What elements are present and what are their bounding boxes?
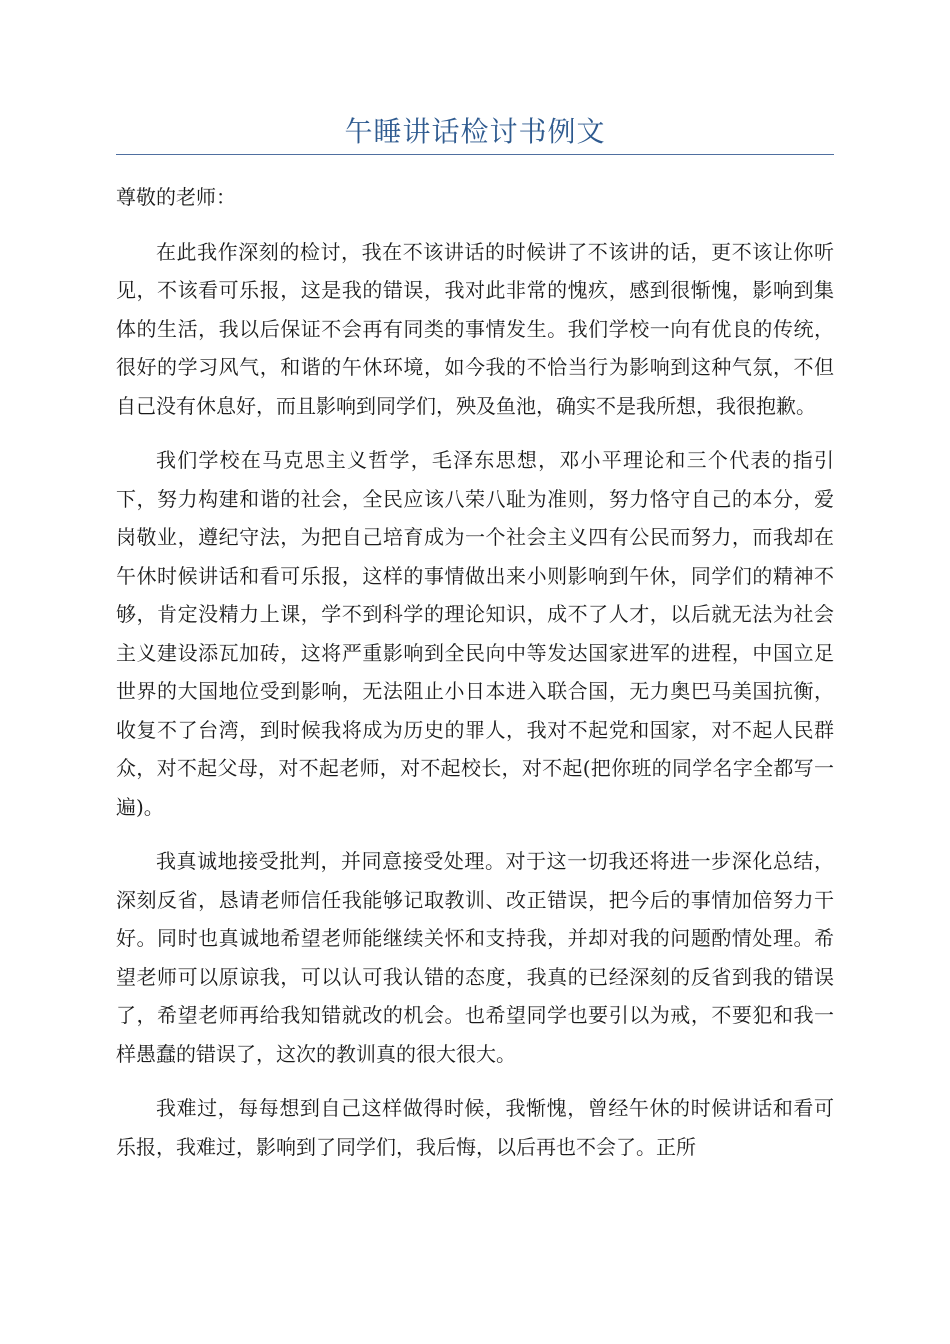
salutation: 尊敬的老师： bbox=[116, 185, 236, 209]
paragraph-2: 我们学校在马克思主义哲学，毛泽东思想，邓小平理论和三个代表的指引下，努力构建和谐的社会，全民应该八荣八耻为准则，努力恪守自己的本分，爱岗敬业，遵纪守法，为把自己培育成为一个社会主义四有公民而努力，而我却在午休时候讲话和看可乐报，这样的事情做出来小则影响到午休，同学们的精神不够，肯定没精力上课，学不到科学的理论知识，成不了人才，以后就无法为社会主义建设添瓦加砖，这将严重影响到全民向中等发达国家进军的进程，中国立足世界的大国地位受到影响，无法阻止小日本进入联合国，无力奥巴马美国抗衡，收复不了台湾，到时候我将成为历史的罪人，我对不起党和国家，对不起人民群众，对不起父母，对不起老师，对不起校长，对不起(把你班的同学名字全都写一遍)。 bbox=[116, 448, 834, 819]
document-title: 午睡讲话检讨书例文 bbox=[344, 115, 606, 148]
title-underline bbox=[116, 154, 834, 155]
paragraph-4: 我难过，每每想到自己这样做得时候，我惭愧，曾经午休的时候讲话和看可乐报，我难过，影响到了同学们，我后悔，以后再也不会了。正所 bbox=[116, 1096, 834, 1159]
paragraph-1: 在此我作深刻的检讨，我在不该讲话的时候讲了不该讲的话，更不该让你听见，不该看可乐报，这是我的错误，我对此非常的愧疚，感到很惭愧，影响到集体的生活，我以后保证不会再有同类的事情发生。我们学校一向有优良的传统，很好的学习风气，和谐的午休环境，如今我的不恰当行为影响到这种气氛，不但自己没有休息好，而且影响到同学们，殃及鱼池，确实不是我所想，我很抱歉。 bbox=[116, 239, 834, 418]
document-body bbox=[116, 178, 834, 1182]
paragraph-3: 我真诚地接受批判，并同意接受处理。对于这一切我还将进一步深化总结，深刻反省，恳请老师信任我能够记取教训、改正错误，把今后的事情加倍努力干好。同时也真诚地希望老师能继续关怀和支持我，并却对我的问题酌情处理。希望老师可以原谅我，可以认可我认错的态度，我真的已经深刻的反省到我的错误了，希望老师再给我知错就改的机会。也希望同学也要引以为戒，不要犯和我一样愚蠢的错误了，这次的教训真的很大很大。 bbox=[116, 849, 834, 1066]
